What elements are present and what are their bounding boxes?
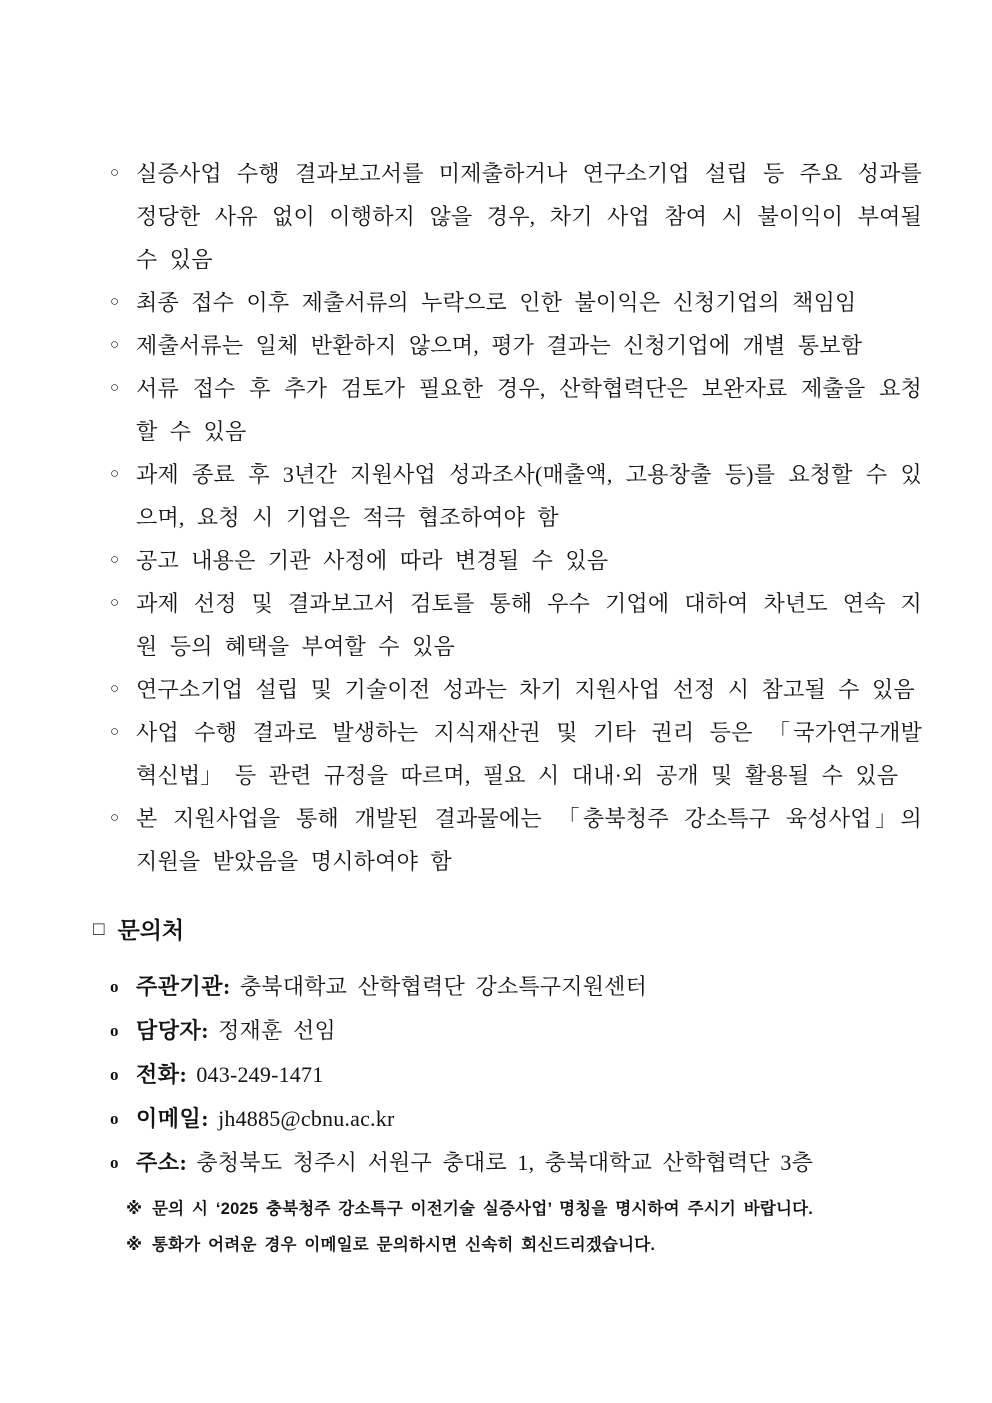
contact-label: 주소: [136, 1150, 188, 1175]
bullet-item [110, 582, 992, 668]
notes-bullet-list [110, 152, 992, 883]
contact-item [110, 1053, 992, 1097]
footnote-text: 통화가 어려운 경우 이메일로 문의하시면 신속히 회신드리겠습니다. [152, 1236, 656, 1254]
bullet-item [110, 152, 992, 281]
contact-label: 주관기관: [136, 974, 231, 999]
bullet-text [136, 797, 922, 883]
circle-bullet-marker: o [110, 1021, 119, 1040]
contact-item [110, 1097, 992, 1141]
circle-bullet-marker: o [110, 1153, 119, 1172]
circle-bullet-marker: ○ [110, 681, 120, 697]
bullet-item [110, 281, 992, 324]
bullet-text-line: 서류 접수 후 추가 검토가 필요한 경우, 산학협력단은 보완자료 제출을 요청 [136, 376, 922, 401]
bullet-text [136, 539, 922, 582]
bullet-text-line: 할 수 있음 [136, 419, 247, 444]
bullet-text [136, 324, 922, 367]
reference-mark-icon: ※ [126, 1200, 143, 1218]
bullet-text-line: 제출서류는 일체 반환하지 않으며, 평가 결과는 신청기업에 개별 통보함 [136, 333, 863, 358]
bullet-text-line: 과제 종료 후 3년간 지원사업 성과조사(매출액, 고용창출 등)를 요청할 수 있 [136, 462, 922, 487]
footnote-item [126, 1227, 992, 1263]
circle-bullet-marker: o [110, 1065, 119, 1084]
circle-bullet-marker: ○ [110, 595, 120, 611]
bullet-text-line: 사업 수행 결과로 발생하는 지식재산권 및 기타 권리 등은 「국가연구개발 [136, 720, 922, 745]
bullet-text-line: 연구소기업 설립 및 기술이전 성과는 차기 지원사업 선정 시 참고될 수 있음 [136, 677, 915, 702]
inquiry-heading [93, 911, 992, 951]
contact-item [110, 1141, 992, 1185]
contact-value: 충청북도 청주시 서원구 충대로 1, 충북대학교 산학협력단 3층 [196, 1150, 814, 1175]
bullet-text-line: 본 지원사업을 통해 개발된 결과물에는 「충북청주 강소특구 육성사업」의 [136, 806, 922, 831]
bullet-text [136, 453, 922, 539]
circle-bullet-marker: ○ [110, 724, 120, 740]
circle-bullet-marker: ○ [110, 165, 120, 181]
bullet-item [110, 711, 992, 797]
bullet-item [110, 367, 992, 453]
contact-label: 담당자: [136, 1018, 210, 1043]
bullet-text-line: 공고 내용은 기관 사정에 따라 변경될 수 있음 [136, 548, 609, 573]
circle-bullet-marker: ○ [110, 380, 120, 396]
bullet-item [110, 797, 992, 883]
bullet-text [136, 668, 922, 711]
bullet-text-line: 실증사업 수행 결과보고서를 미제출하거나 연구소기업 설립 등 주요 성과를 [136, 161, 922, 186]
footnote-item [126, 1191, 992, 1227]
bullet-text-line: 최종 접수 이후 제출서류의 누락으로 인한 불이익은 신청기업의 책임임 [136, 290, 857, 315]
contact-value: 충북대학교 산학협력단 강소특구지원센터 [239, 974, 648, 999]
bullet-text-line: 으며, 요청 시 기업은 적극 협조하여야 함 [136, 505, 559, 530]
bullet-text [136, 152, 922, 281]
bullet-text-line: 혁신법」 등 관련 규정을 따르며, 필요 시 대내·외 공개 및 활용될 수 있음 [136, 763, 899, 788]
circle-bullet-marker: ○ [110, 466, 120, 482]
circle-bullet-marker: ○ [110, 294, 120, 310]
bullet-text-line: 지원을 받았음을 명시하여야 함 [136, 849, 452, 874]
circle-bullet-marker: ○ [110, 552, 120, 568]
bullet-text-line: 원 등의 혜택을 부여할 수 있음 [136, 634, 455, 659]
bullet-text [136, 281, 922, 324]
bullet-item [110, 539, 992, 582]
square-bullet-icon: □ [93, 919, 105, 940]
contact-list [110, 965, 992, 1185]
bullet-text-line: 과제 선정 및 결과보고서 검토를 통해 우수 기업에 대하여 차년도 연속 지 [136, 591, 922, 616]
inquiry-title: 문의처 [117, 918, 185, 943]
contact-item [110, 1009, 992, 1053]
bullet-text [136, 582, 922, 668]
bullet-text-line: 수 있음 [136, 247, 213, 272]
contact-label: 전화: [136, 1062, 188, 1087]
reference-mark-icon: ※ [126, 1236, 143, 1254]
footnote-text: 문의 시 ‘2025 충북청주 강소특구 이전기술 실증사업’ 명칭을 명시하여 주시기 바랍니다. [152, 1200, 814, 1218]
circle-bullet-marker: o [110, 977, 119, 996]
bullet-text [136, 367, 922, 453]
bullet-item [110, 453, 992, 539]
bullet-text [136, 711, 922, 797]
circle-bullet-marker: ○ [110, 337, 120, 353]
contact-value: jh4885@cbnu.ac.kr [218, 1106, 395, 1131]
bullet-item [110, 324, 992, 367]
contact-value: 정재훈 선임 [218, 1018, 336, 1043]
bullet-item [110, 668, 992, 711]
circle-bullet-marker: o [110, 1109, 119, 1128]
contact-value: 043-249-1471 [196, 1062, 324, 1087]
contact-label: 이메일: [136, 1106, 210, 1131]
bullet-text-line: 정당한 사유 없이 이행하지 않을 경우, 차기 사업 참여 시 불이익이 부여될 [136, 204, 922, 229]
circle-bullet-marker: ○ [110, 810, 120, 826]
contact-item [110, 965, 992, 1009]
footnote-list [126, 1191, 992, 1263]
